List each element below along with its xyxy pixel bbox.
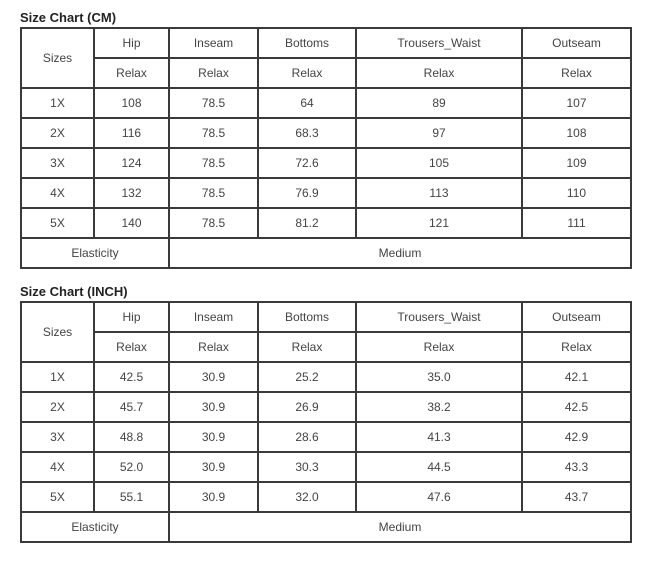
value-cell: 78.5 bbox=[169, 88, 258, 118]
size-label-cell: 2X bbox=[21, 118, 94, 148]
value-cell: 110 bbox=[522, 178, 631, 208]
elasticity-label-cell: Elasticity bbox=[21, 512, 169, 542]
size-label-cell: 4X bbox=[21, 452, 94, 482]
fit-row bbox=[21, 332, 631, 362]
value-cell: 25.2 bbox=[258, 362, 356, 392]
value-cell: 132 bbox=[94, 178, 169, 208]
fit-cell: Relax bbox=[169, 58, 258, 88]
value-cell: 47.6 bbox=[356, 482, 522, 512]
value-cell: 28.6 bbox=[258, 422, 356, 452]
size-chart-inch-table bbox=[20, 301, 632, 543]
value-cell: 64 bbox=[258, 88, 356, 118]
value-cell: 30.9 bbox=[169, 392, 258, 422]
fit-cell: Relax bbox=[94, 332, 169, 362]
elasticity-value-cell: Medium bbox=[169, 512, 631, 542]
value-cell: 45.7 bbox=[94, 392, 169, 422]
table-row bbox=[21, 88, 631, 118]
fit-cell: Relax bbox=[258, 58, 356, 88]
value-cell: 107 bbox=[522, 88, 631, 118]
size-label-cell: 1X bbox=[21, 88, 94, 118]
value-cell: 48.8 bbox=[94, 422, 169, 452]
sizes-header-cell: Sizes bbox=[21, 28, 94, 88]
value-cell: 38.2 bbox=[356, 392, 522, 422]
value-cell: 30.9 bbox=[169, 422, 258, 452]
value-cell: 52.0 bbox=[94, 452, 169, 482]
fit-cell: Relax bbox=[169, 332, 258, 362]
value-cell: 43.7 bbox=[522, 482, 631, 512]
value-cell: 42.9 bbox=[522, 422, 631, 452]
value-cell: 35.0 bbox=[356, 362, 522, 392]
value-cell: 30.9 bbox=[169, 482, 258, 512]
column-header-cell: Outseam bbox=[522, 302, 631, 332]
value-cell: 78.5 bbox=[169, 178, 258, 208]
size-label-cell: 3X bbox=[21, 422, 94, 452]
size-label-cell: 4X bbox=[21, 178, 94, 208]
value-cell: 42.5 bbox=[94, 362, 169, 392]
elasticity-row bbox=[21, 238, 631, 268]
table-row bbox=[21, 208, 631, 238]
fit-row bbox=[21, 58, 631, 88]
size-chart-inch-title: Size Chart (INCH) bbox=[20, 284, 128, 299]
table-row bbox=[21, 178, 631, 208]
size-chart-cm-table bbox=[20, 27, 632, 269]
value-cell: 68.3 bbox=[258, 118, 356, 148]
table-row bbox=[21, 392, 631, 422]
value-cell: 111 bbox=[522, 208, 631, 238]
table-row bbox=[21, 118, 631, 148]
value-cell: 81.2 bbox=[258, 208, 356, 238]
size-label-cell: 5X bbox=[21, 208, 94, 238]
fit-cell: Relax bbox=[522, 332, 631, 362]
column-header-cell: Bottoms bbox=[258, 302, 356, 332]
fit-cell: Relax bbox=[356, 58, 522, 88]
value-cell: 116 bbox=[94, 118, 169, 148]
elasticity-value-cell: Medium bbox=[169, 238, 631, 268]
column-header-cell: Hip bbox=[94, 302, 169, 332]
column-header-cell: Trousers_Waist bbox=[356, 302, 522, 332]
table-row bbox=[21, 148, 631, 178]
sizes-header-cell: Sizes bbox=[21, 302, 94, 362]
value-cell: 44.5 bbox=[356, 452, 522, 482]
value-cell: 43.3 bbox=[522, 452, 631, 482]
value-cell: 97 bbox=[356, 118, 522, 148]
column-header-cell: Inseam bbox=[169, 302, 258, 332]
value-cell: 72.6 bbox=[258, 148, 356, 178]
fit-cell: Relax bbox=[258, 332, 356, 362]
table-row bbox=[21, 362, 631, 392]
value-cell: 78.5 bbox=[169, 118, 258, 148]
value-cell: 30.9 bbox=[169, 452, 258, 482]
value-cell: 41.3 bbox=[356, 422, 522, 452]
value-cell: 105 bbox=[356, 148, 522, 178]
header-row bbox=[21, 302, 631, 332]
header-row bbox=[21, 28, 631, 58]
value-cell: 113 bbox=[356, 178, 522, 208]
value-cell: 108 bbox=[94, 88, 169, 118]
value-cell: 108 bbox=[522, 118, 631, 148]
value-cell: 30.9 bbox=[169, 362, 258, 392]
column-header-cell: Bottoms bbox=[258, 28, 356, 58]
column-header-cell: Outseam bbox=[522, 28, 631, 58]
value-cell: 42.5 bbox=[522, 392, 631, 422]
fit-cell: Relax bbox=[356, 332, 522, 362]
column-header-cell: Inseam bbox=[169, 28, 258, 58]
table-row bbox=[21, 482, 631, 512]
value-cell: 89 bbox=[356, 88, 522, 118]
size-label-cell: 2X bbox=[21, 392, 94, 422]
value-cell: 76.9 bbox=[258, 178, 356, 208]
value-cell: 109 bbox=[522, 148, 631, 178]
table-row bbox=[21, 422, 631, 452]
value-cell: 55.1 bbox=[94, 482, 169, 512]
value-cell: 78.5 bbox=[169, 208, 258, 238]
table-row bbox=[21, 452, 631, 482]
elasticity-row bbox=[21, 512, 631, 542]
value-cell: 124 bbox=[94, 148, 169, 178]
elasticity-label-cell: Elasticity bbox=[21, 238, 169, 268]
size-label-cell: 3X bbox=[21, 148, 94, 178]
fit-cell: Relax bbox=[94, 58, 169, 88]
column-header-cell: Hip bbox=[94, 28, 169, 58]
value-cell: 42.1 bbox=[522, 362, 631, 392]
value-cell: 30.3 bbox=[258, 452, 356, 482]
fit-cell: Relax bbox=[522, 58, 631, 88]
value-cell: 78.5 bbox=[169, 148, 258, 178]
value-cell: 26.9 bbox=[258, 392, 356, 422]
value-cell: 140 bbox=[94, 208, 169, 238]
size-chart-cm-title: Size Chart (CM) bbox=[20, 10, 117, 25]
size-label-cell: 5X bbox=[21, 482, 94, 512]
value-cell: 32.0 bbox=[258, 482, 356, 512]
value-cell: 121 bbox=[356, 208, 522, 238]
size-label-cell: 1X bbox=[21, 362, 94, 392]
column-header-cell: Trousers_Waist bbox=[356, 28, 522, 58]
